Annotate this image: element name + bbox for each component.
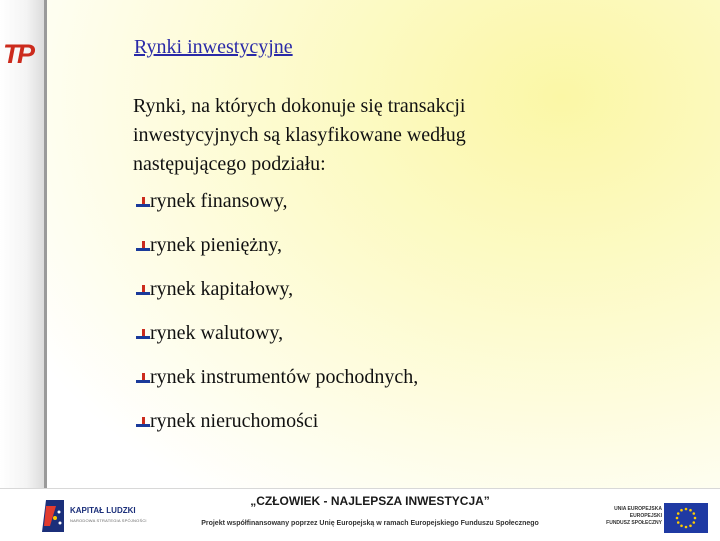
- eu-label-line: FUNDUSZ SPOŁECZNY: [606, 520, 662, 526]
- project-note: Projekt współfinansowany poprzez Unię Europejską w ramach Europejskiego Funduszu Społecznego: [201, 520, 539, 527]
- eu-label: [606, 506, 662, 527]
- tp-logo-icon: [2, 36, 42, 70]
- list-item-text: rynek pieniężny,: [150, 234, 282, 256]
- program-name: KAPITAŁ LUDZKI: [70, 506, 136, 515]
- eu-star-icon: [685, 508, 688, 511]
- eu-label-line: EUROPEJSKI: [629, 513, 662, 519]
- slide-title: Rynki inwestycyjne: [134, 36, 293, 58]
- eu-star-icon: [676, 517, 679, 520]
- intro-paragraph: Rynki, na których dokonuje się transakcji inwestycyjnych są klasyfikowane według następującego podziału:: [133, 95, 466, 175]
- list-item-text: rynek finansowy,: [150, 190, 288, 212]
- eu-star-icon: [677, 521, 680, 524]
- eu-star-icon: [694, 517, 697, 520]
- eu-star-icon: [689, 524, 692, 527]
- eu-star-icon: [692, 512, 695, 515]
- eu-star-icon: [677, 512, 680, 515]
- eu-star-icon: [685, 526, 688, 529]
- svg-text:P: P: [17, 39, 36, 69]
- eu-label-line: UNIA EUROPEJSKA: [614, 506, 662, 512]
- list-item-text: rynek nieruchomości: [150, 410, 319, 432]
- side-bar: [0, 0, 47, 488]
- program-subtitle: NARODOWA STRATEGIA SPÓJNOŚCI: [70, 518, 147, 523]
- eu-star-icon: [689, 509, 692, 512]
- list-item-text: rynek walutowy,: [150, 322, 284, 344]
- slogan: „CZŁOWIEK - NAJLEPSZA INWESTYCJA”: [250, 494, 490, 508]
- list-item-text: rynek instrumentów pochodnych,: [150, 366, 419, 388]
- eu-flag-icon: [664, 503, 708, 533]
- eu-star-icon: [680, 524, 683, 527]
- list-item-text: rynek kapitałowy,: [150, 278, 294, 300]
- eu-star-icon: [692, 521, 695, 524]
- kapital-ludzki-logo-icon: [40, 496, 66, 536]
- eu-star-icon: [680, 509, 683, 512]
- svg-text:T: T: [3, 39, 20, 69]
